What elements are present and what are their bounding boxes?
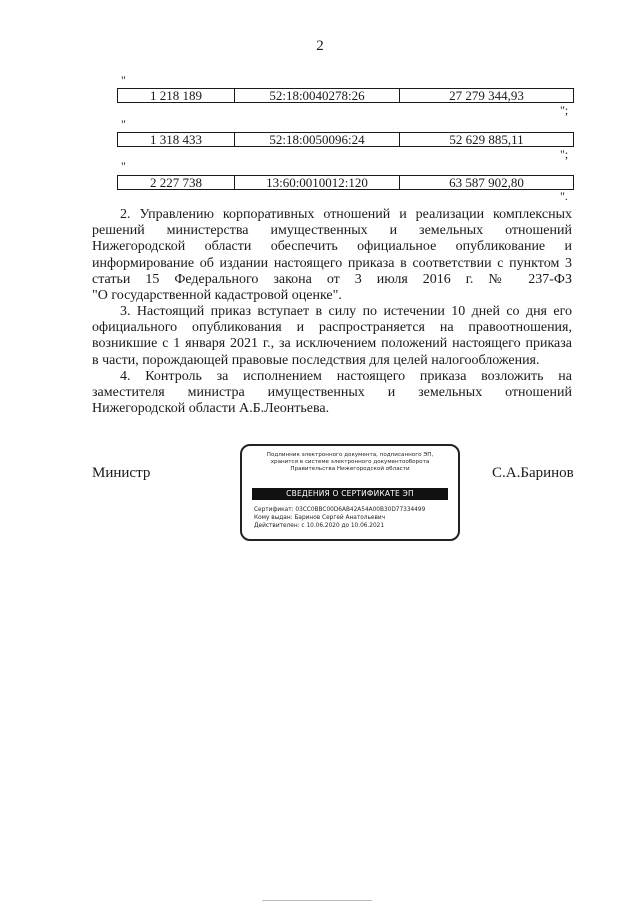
- cadastral-row-3: [117, 175, 574, 190]
- close-quote-3: ".: [560, 189, 568, 203]
- stamp-header-line: Правительства Нижегородской области: [290, 466, 410, 472]
- open-quote-2: ": [121, 117, 126, 131]
- stamp-header-line: Подлинник электронного документа, подписанного ЭП,: [266, 452, 434, 458]
- cadastral-value-cell: 52 629 885,11: [449, 132, 524, 147]
- stamp-certificate-info: [254, 506, 425, 530]
- paragraph-line: заместителя министра имущественных и земельных отношений: [92, 385, 572, 401]
- paragraph-line: Нижегородской области А.Б.Леонтьева.: [92, 401, 330, 417]
- signer-position: Министр: [92, 465, 151, 481]
- cadastral-number-cell: 13:60:0010012:120: [235, 176, 400, 189]
- cadastral-number-cell: 52:18:0050096:24: [235, 133, 400, 146]
- paragraph-line: Нижегородской области обеспечить официальное опубликование и: [92, 239, 572, 255]
- signer-name: С.А.Баринов: [492, 465, 574, 481]
- stamp-header-line: хранится в системе электронного документооборота: [270, 459, 430, 465]
- cadastral-row-1: [117, 88, 574, 103]
- paragraph-line: "О государственной кадастровой оценке".: [92, 288, 342, 304]
- cadastral-row-2: [117, 132, 574, 147]
- open-quote-3: ": [121, 159, 126, 173]
- paragraph-line: 4. Контроль за исполнением настоящего приказа возложить на: [120, 369, 572, 384]
- close-quote-2: ";: [560, 147, 569, 161]
- stamp-header: [242, 452, 458, 473]
- cadastral-value-cell: 63 587 902,80: [449, 175, 524, 190]
- paragraph-4: [92, 369, 572, 418]
- area-cell: 2 227 738: [118, 176, 235, 189]
- close-quote-1: ";: [560, 103, 569, 117]
- cadastral-value-cell: 27 279 344,93: [449, 88, 524, 103]
- paragraph-2: [92, 207, 572, 304]
- paragraph-line: 3. Настоящий приказ вступает в силу по истечении 10 дней со дня его: [120, 304, 572, 319]
- paragraph-line: 2. Управлению корпоративных отношений и реализации комплексных: [120, 207, 572, 222]
- bottom-divider: [262, 900, 372, 901]
- certificate-number: Сертификат: 03CC0BBC00D6AB42A54A00B30D77334499: [254, 507, 426, 513]
- paragraph-line: решений министерства имущественных и земельных отношений: [92, 223, 572, 239]
- area-cell: 1 218 189: [118, 89, 235, 102]
- paragraph-line: официального опубликования и распространяется на правоотношения,: [92, 320, 572, 336]
- stamp-title-bar: СВЕДЕНИЯ О СЕРТИФИКАТЕ ЭП: [252, 488, 448, 500]
- certificate-owner: Кому выдан: Баринов Сергей Анатольевич: [254, 515, 386, 521]
- cadastral-number-cell: 52:18:0040278:26: [235, 89, 400, 102]
- area-cell: 1 318 433: [118, 133, 235, 146]
- paragraph-line: в части, порождающей правовые последствия для целей налогообложения.: [92, 352, 540, 368]
- electronic-signature-stamp: [240, 444, 460, 541]
- paragraph-line: статьи 15 Федерального закона от 3 июля 2016 г. № 237-ФЗ: [92, 271, 572, 287]
- paragraph-3: [92, 304, 572, 369]
- paragraph-line: информирование об издании настоящего приказа в соответствии с пунктом 3: [92, 255, 572, 271]
- page-number: 2: [316, 38, 324, 54]
- paragraph-line: возникшие с 1 января 2021 г., за исключением положений настоящего приказа: [92, 336, 572, 352]
- open-quote-1: ": [121, 73, 126, 87]
- certificate-validity: Действителен: с 10.06.2020 до 10.06.2021: [254, 523, 385, 529]
